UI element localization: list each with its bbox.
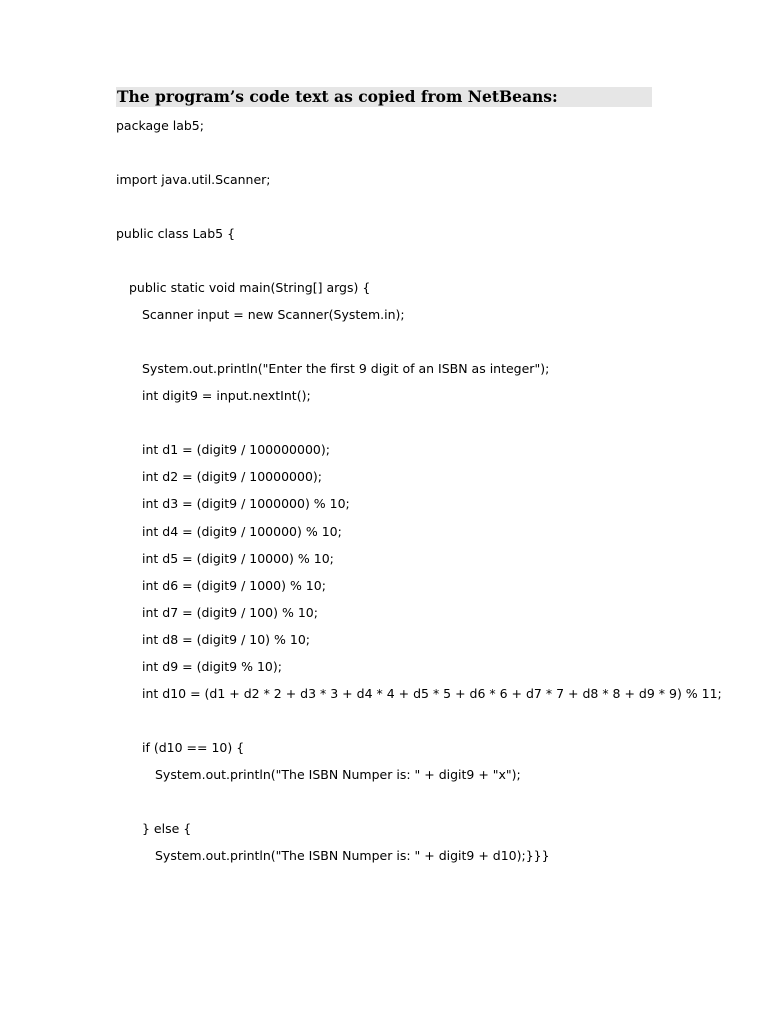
code-line-package: package lab5; [116,118,204,133]
code-line-prompt: System.out.println("Enter the first 9 digit of an ISBN as integer"); [142,361,550,376]
code-line-scanner: Scanner input = new Scanner(System.in); [142,307,405,322]
code-line-d3: int d3 = (digit9 / 1000000) % 10; [142,496,350,511]
code-line-d6: int d6 = (digit9 / 1000) % 10; [142,578,326,593]
code-line-main: public static void main(String[] args) { [129,280,371,295]
code-line-d4: int d4 = (digit9 / 100000) % 10; [142,524,342,539]
code-line-d7: int d7 = (digit9 / 100) % 10; [142,605,318,620]
code-line-class: public class Lab5 { [116,226,236,241]
code-line-d10: int d10 = (d1 + d2 * 2 + d3 * 3 + d4 * 4 + d5 * 5 + d6 * 6 + d7 * 7 + d8 * 8 + d9 * 9) % 11; [142,686,722,701]
code-line-import: import java.util.Scanner; [116,172,271,187]
code-line-else: } else { [142,821,192,836]
code-line-read-input: int digit9 = input.nextInt(); [142,388,311,403]
code-line-if: if (d10 == 10) { [142,740,245,755]
page-heading: The program’s code text as copied from NetBeans: [117,87,558,106]
code-line-d9: int d9 = (digit9 % 10); [142,659,282,674]
code-line-d1: int d1 = (digit9 / 100000000); [142,442,330,457]
code-line-print-d10: System.out.println("The ISBN Numper is: " + digit9 + d10);}}} [155,848,550,863]
code-line-d2: int d2 = (digit9 / 10000000); [142,469,322,484]
code-line-print-x: System.out.println("The ISBN Numper is: " + digit9 + "x"); [155,767,521,782]
code-line-d5: int d5 = (digit9 / 10000) % 10; [142,551,334,566]
code-line-d8: int d8 = (digit9 / 10) % 10; [142,632,311,647]
